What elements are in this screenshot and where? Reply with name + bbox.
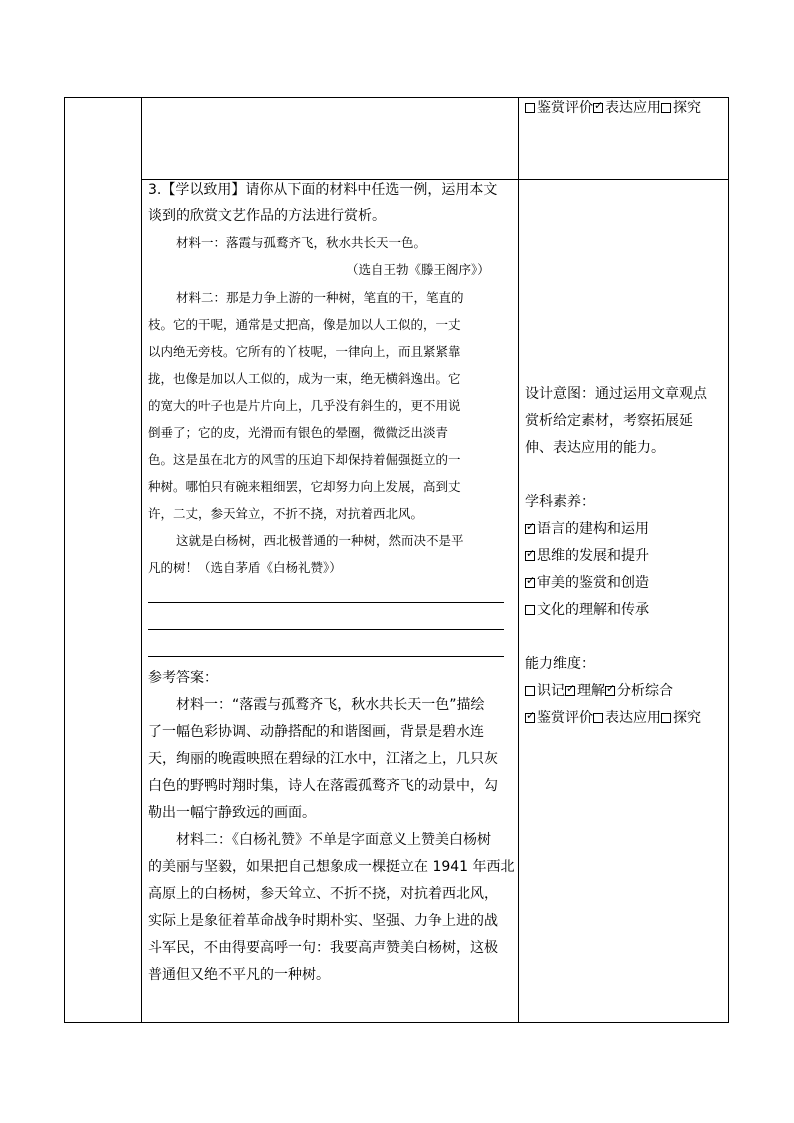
answer-line: 斗军民，不由得要高呼一句：我要高声赞美白杨树，这极 — [148, 940, 498, 956]
answer-heading: 参考答案： — [148, 670, 218, 686]
top-ability-option: 鉴赏评价 — [525, 100, 593, 116]
checkbox-checked-icon — [525, 524, 535, 534]
material-one-source: （选自王勃《滕王阁序》） — [346, 262, 490, 277]
material-two-line: 的宽大的叶子也是片片向上，几乎没有斜生的，更不用说 — [148, 398, 461, 413]
task-prompt-line: 谈到的欣赏文艺作品的方法进行赏析。 — [148, 208, 386, 224]
top-ability-row — [525, 101, 701, 115]
design-intent-line: 伸、表达应用的能力。 — [525, 440, 665, 456]
top-ability-option: 探究 — [661, 100, 701, 116]
ability-row: 识记✓ 理解✓ 分析综合 — [525, 684, 673, 698]
answer-line: 勒出一幅宁静致远的画面。 — [148, 805, 316, 821]
material-two-line: 色。这是虽在北方的风雪的压迫下却保持着倔强挺立的一 — [148, 452, 461, 467]
material-two-line: 材料二：那是力争上游的一种树，笔直的干，笔直的 — [176, 290, 464, 305]
answer-blank-line — [148, 629, 504, 630]
checkbox-icon — [525, 605, 535, 615]
table-column-divider — [141, 98, 142, 1022]
material-two-line: 枝。它的干呢，通常是丈把高，像是加以人工似的，一丈 — [148, 317, 461, 332]
literacy-item: ✓思维的发展和提升 — [525, 549, 649, 563]
checkbox-icon — [525, 686, 535, 696]
checkbox-checked-icon — [525, 578, 535, 588]
task-prompt-line: 3.【学以致用】请你从下面的材料中任选一例，运用本文 — [148, 182, 498, 198]
checkbox-checked-icon — [565, 686, 575, 696]
answer-line: 白色的野鸭时翔时集，诗人在落霞孤鹜齐飞的动景中，勾 — [148, 778, 498, 794]
checkbox-checked-icon — [525, 551, 535, 561]
material-two-line: 凡的树！（选自茅盾《白杨礼赞》） — [148, 560, 342, 575]
material-two-line: 以内绝无旁枝。它所有的丫枝呢，一律向上，而且紧紧靠 — [148, 344, 461, 359]
top-ability-option: ✓ 表达应用 — [593, 100, 661, 116]
answer-line: 高原上的白杨树，参天耸立、不折不挠，对抗着西北风， — [148, 886, 498, 902]
answer-line: 了一幅色彩协调、动静搭配的和谐图画，背景是碧水连 — [148, 724, 484, 740]
answer-line: 材料一：“落霞与孤鹜齐飞，秋水共长天一色”描绘 — [176, 697, 485, 713]
material-two-line: 这就是白杨树，西北极普通的一种树，然而决不是平 — [176, 533, 464, 548]
checkbox-checked-icon — [525, 713, 535, 723]
design-intent-line: 赏析给定素材，考察拓展延 — [525, 413, 693, 429]
answer-blank-line — [148, 656, 504, 657]
literacy-item: ✓语言的建构和运用 — [525, 522, 649, 536]
table-column-divider — [518, 98, 519, 1022]
checkbox-icon — [661, 713, 671, 723]
literacy-title: 学科素养： — [525, 494, 595, 510]
checkbox-checked-icon — [605, 686, 615, 696]
literacy-item: 文化的理解和传承 — [525, 603, 649, 617]
checkbox-checked-icon — [593, 103, 603, 113]
design-intent-line: 设计意图：通过运用文章观点 — [525, 386, 707, 402]
answer-line: 的美丽与坚毅，如果把自己想象成一棵挺立在 1941 年西北 — [148, 859, 515, 875]
answer-line: 天，绚丽的晚霞映照在碧绿的江水中，江渚之上，几只灰 — [148, 751, 498, 767]
ability-title: 能力维度： — [525, 656, 595, 672]
answer-blank-line — [148, 602, 504, 603]
answer-line: 材料二：《白杨礼赞》不单是字面意义上赞美白杨树 — [176, 832, 491, 848]
material-one: 材料一：落霞与孤鹜齐飞，秋水共长天一色。 — [176, 235, 427, 250]
answer-line: 普通但又绝不平凡的一种树。 — [148, 967, 330, 983]
material-two-line: 拢，也像是加以人工似的，成为一束，绝无横斜逸出。它 — [148, 371, 461, 386]
checkbox-icon — [525, 103, 535, 113]
ability-row: ✓鉴赏评价 表达应用 探究 — [525, 711, 701, 725]
answer-line: 实际上是象征着革命战争时期朴实、坚强、力争上进的战 — [148, 913, 498, 929]
material-two-line: 许，二丈，参天耸立，不折不挠，对抗着西北风。 — [148, 506, 424, 521]
material-two-line: 种树。哪怕只有碗来粗细罢，它却努力向上发展，高到丈 — [148, 479, 461, 494]
checkbox-icon — [593, 713, 603, 723]
checkbox-icon — [661, 103, 671, 113]
literacy-item: ✓审美的鉴赏和创造 — [525, 576, 649, 590]
table-row-divider — [141, 179, 728, 180]
material-two-line: 倒垂了；它的皮，光滑而有银色的晕圈，微微泛出淡青 — [148, 425, 449, 440]
